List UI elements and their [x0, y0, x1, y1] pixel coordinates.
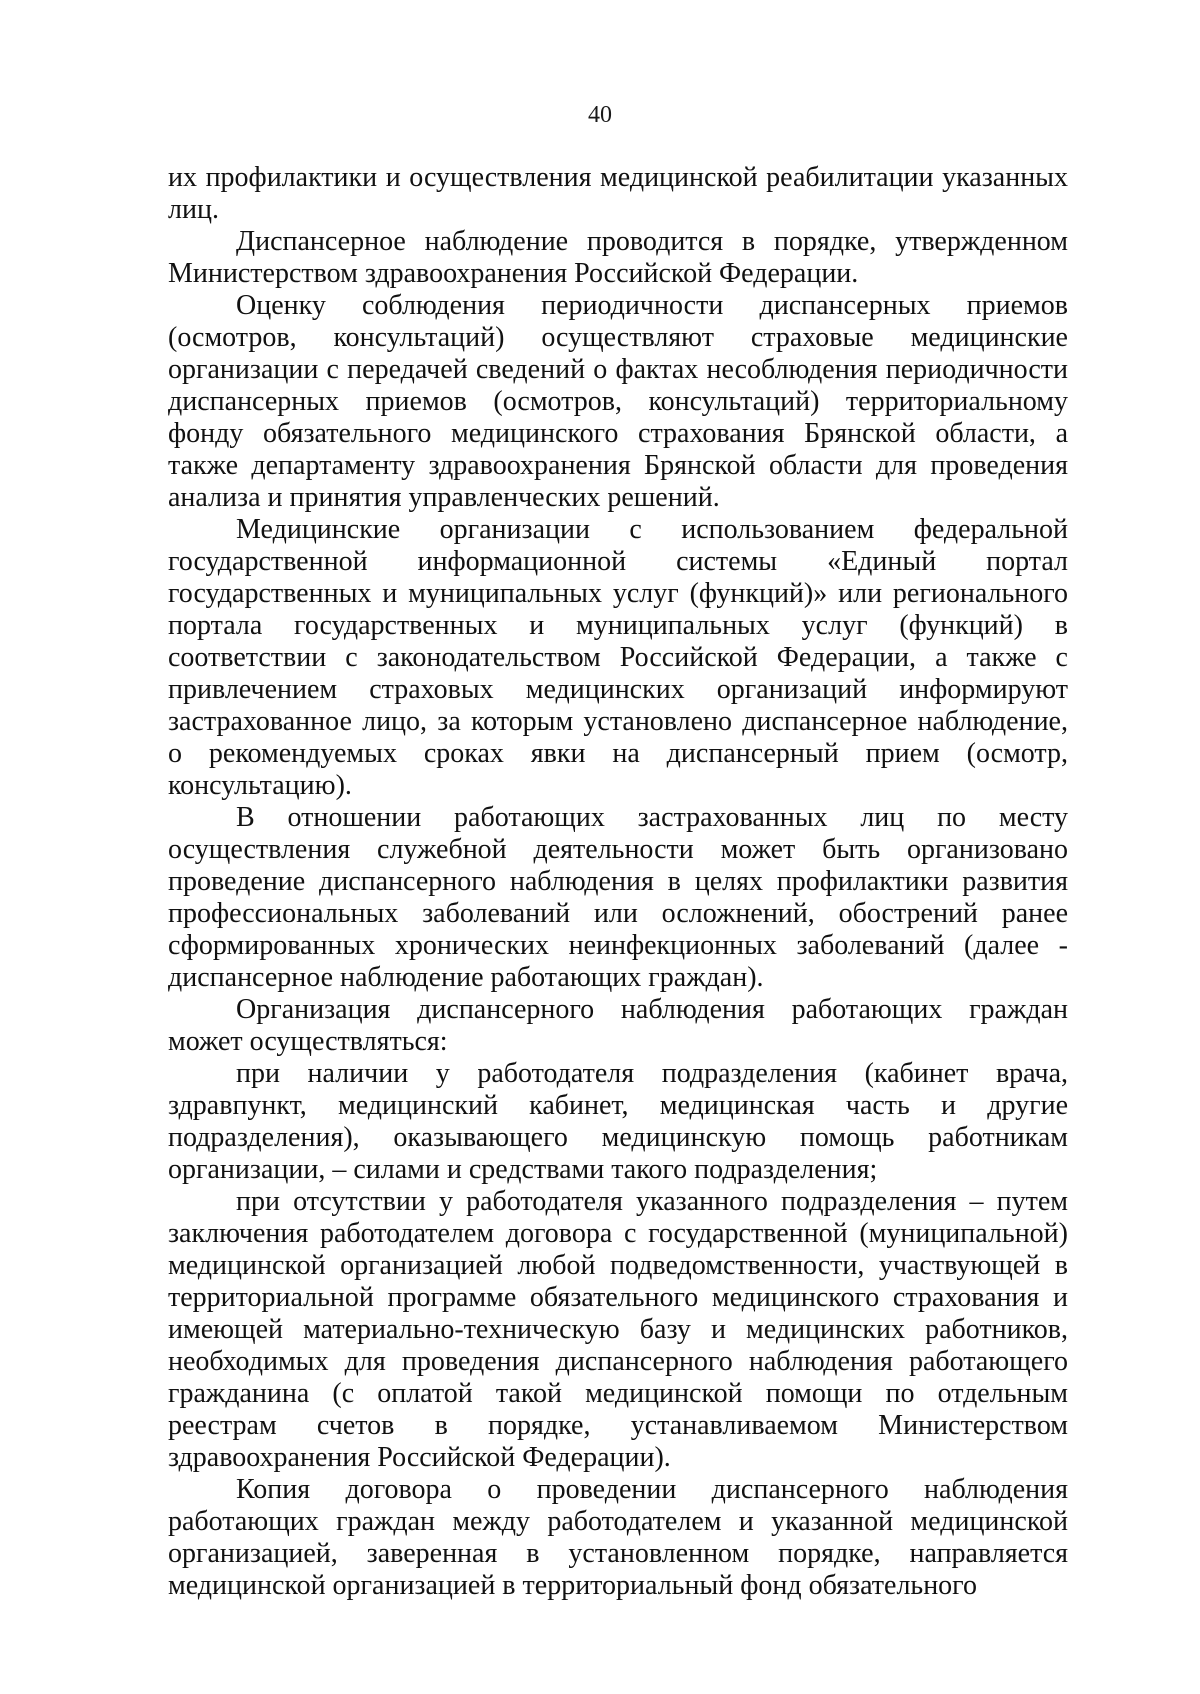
- paragraph-continuation: их профилактики и осуществления медицинской реабилитации указанных лиц.: [168, 162, 1068, 225]
- list-paragraph: при наличии у работодателя подразделения (кабинет врача, здравпункт, медицинский кабинет, медицинская часть и другие подразделения), оказывающего медицинскую помощь работникам организации, – силами и средствами такого подразделения;: [168, 1058, 1068, 1185]
- paragraph: Копия договора о проведении диспансерного наблюдения работающих граждан между работодателем и указанной медицинской организацией, заверенная в установленном порядке, направляется медицинской организацией в территориальный фонд обязательного: [168, 1474, 1068, 1601]
- body-text: [168, 162, 1068, 1602]
- paragraph: Оценку соблюдения периодичности диспансерных приемов (осмотров, консультаций) осуществляют страховые медицинские организации с передачей сведений о фактах несоблюдения периодичности диспансерных приемов (осмотров, консультаций) территориальному фонду обязательного медицинского страхования Брянской области, а также департаменту здравоохранения Брянской области для проведения анализа и принятия управленческих решений.: [168, 290, 1068, 513]
- paragraph: Медицинские организации с использованием федеральной государственной информационной системы «Единый портал государственных и муниципальных услуг (функций)» или регионального портала государственных и муниципальных услуг (функций) в соответствии с законодательством Российской Федерации, а также с привлечением страховых медицинских организаций информируют застрахованное лицо, за которым установлено диспансерное наблюдение, о рекомендуемых сроках явки на диспансерный прием (осмотр, консультацию).: [168, 514, 1068, 801]
- paragraph: Диспансерное наблюдение проводится в порядке, утвержденном Министерством здравоохранения Российской Федерации.: [168, 226, 1068, 289]
- list-paragraph: при отсутствии у работодателя указанного подразделения – путем заключения работодателем договора с государственной (муниципальной) медицинской организацией любой подведомственности, участвующей в территориальной программе обязательного медицинского страхования и имеющей материально-техническую базу и медицинских работников, необходимых для проведения диспансерного наблюдения работающего гражданина (с оплатой такой медицинской помощи по отдельным реестрам счетов в порядке, устанавливаемом Министерством здравоохранения Российской Федерации).: [168, 1186, 1068, 1473]
- paragraph: Организация диспансерного наблюдения работающих граждан может осуществляться:: [168, 994, 1068, 1057]
- page-number: 40: [588, 102, 612, 128]
- paragraph: В отношении работающих застрахованных лиц по месту осуществления служебной деятельности может быть организовано проведение диспансерного наблюдения в целях профилактики развития профессиональных заболеваний или осложнений, обострений ранее сформированных хронических неинфекционных заболеваний (далее - диспансерное наблюдение работающих граждан).: [168, 802, 1068, 993]
